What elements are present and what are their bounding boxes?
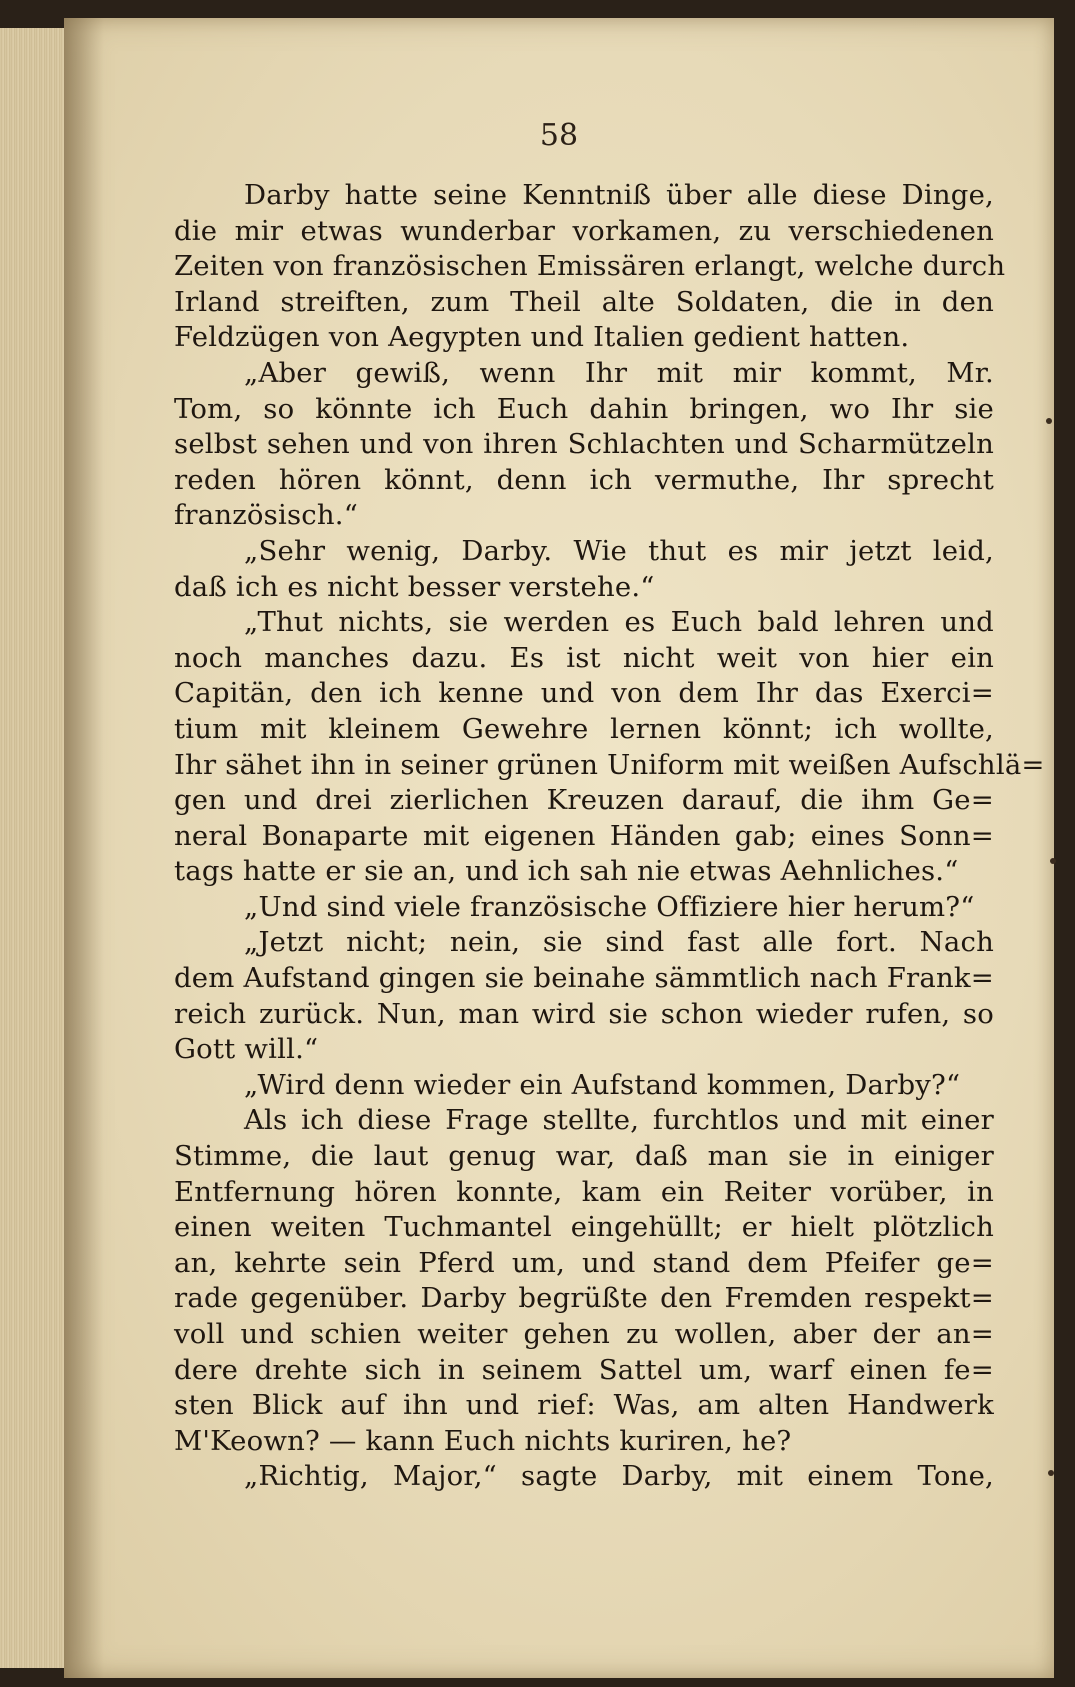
text-line: voll und schien weiter gehen zu wollen, aber der an= — [174, 1318, 994, 1350]
text-line: Ihr sähet ihn in seiner grünen Uniform mit weißen Aufschlä= — [174, 748, 1045, 781]
text-line: „Jetzt nicht; nein, sie sind fast alle fort. Nach — [244, 926, 994, 959]
text-line: „Thut nichts, sie werden es Euch bald lehren und — [244, 606, 994, 639]
text-line: Feldzügen von Aegypten und Italien gedient hatten. — [174, 321, 910, 354]
text-line: „Und sind viele französische Offiziere hier herum?“ — [244, 890, 975, 923]
text-line: rade gegenüber. Darby begrüßte den Fremden respekt= — [174, 1282, 994, 1315]
text-line: reich zurück. Nun, man wird sie schon wieder rufen, so — [174, 997, 994, 1030]
text-line: reden hören könnt, denn ich vermuthe, Ihr sprecht — [174, 463, 994, 496]
text-line: Entfernung hören konnte, kam ein Reiter vorüber, in — [174, 1175, 994, 1208]
text-line: tium mit kleinem Gewehre lernen könnt; ich wollte, — [174, 712, 994, 745]
text-line: sten Blick auf ihn und rief: Was, am alten Handwerk — [174, 1389, 994, 1422]
book-page — [64, 18, 1054, 1678]
text-line: dem Aufstand gingen sie beinahe sämmtlich nach Frank= — [174, 962, 994, 995]
margin-mark — [1050, 858, 1056, 864]
text-line: Zeiten von französischen Emissären erlangt, welche durch — [174, 250, 1006, 283]
text-line: einen weiten Tuchmantel eingehüllt; er hielt plötzlich — [174, 1211, 994, 1244]
binding-shadow — [64, 18, 104, 1678]
text-line: Stimme, die laut genug war, daß man sie in einiger — [174, 1140, 994, 1173]
text-line: an, kehrte sein Pferd um, und stand dem Pfeifer ge= — [174, 1246, 994, 1279]
text-line: dere drehte sich in seinem Sattel um, warf einen fe= — [174, 1353, 994, 1386]
text-line: „Sehr wenig, Darby. Wie thut es mir jetzt leid, — [244, 534, 994, 567]
text-line: gen und drei zierlichen Kreuzen darauf, die ihm Ge= — [174, 784, 994, 817]
margin-mark — [1046, 418, 1052, 424]
text-line: neral Bonaparte mit eigenen Händen gab; eines Sonn= — [174, 819, 994, 852]
text-line: Tom, so könnte ich Euch dahin bringen, wo Ihr sie — [174, 392, 994, 425]
text-line: Darby hatte seine Kenntniß über alle diese Dinge, — [244, 179, 994, 211]
text-line: die mir etwas wunderbar vorkamen, zu verschiedenen — [174, 214, 994, 247]
text-line: noch manches dazu. Es ist nicht weit von hier ein — [174, 641, 994, 674]
text-line: tags hatte er sie an, und ich sah nie etwas Aehnliches.“ — [174, 855, 959, 888]
text-line: daß ich es nicht besser verstehe.“ — [174, 570, 655, 603]
text-line: „Richtig, Major,“ sagte Darby, mit einem Tone, — [244, 1460, 994, 1493]
text-line: selbst sehen und von ihren Schlachten und Scharmützeln — [174, 428, 994, 461]
text-line: Als ich diese Frage stellte, furchtlos und mit einer — [244, 1104, 994, 1137]
text-line: „Wird denn wieder ein Aufstand kommen, Darby?“ — [244, 1068, 961, 1101]
page-edges — [0, 28, 68, 1668]
text-line: „Aber gewiß, wenn Ihr mit mir kommt, Mr. — [244, 356, 994, 389]
text-line: französisch.“ — [174, 499, 359, 532]
text-line: Capitän, den ich kenne und von dem Ihr das Exerci= — [174, 677, 994, 710]
text-line: M'Keown? — kann Euch nichts kuriren, he? — [174, 1424, 792, 1457]
text-block — [174, 178, 1045, 1495]
text-line: Irland streiften, zum Theil alte Soldaten, die in den — [174, 285, 994, 318]
margin-mark — [1048, 1470, 1054, 1476]
page-number: 58 — [539, 118, 579, 153]
text-line: Gott will.“ — [174, 1033, 319, 1066]
